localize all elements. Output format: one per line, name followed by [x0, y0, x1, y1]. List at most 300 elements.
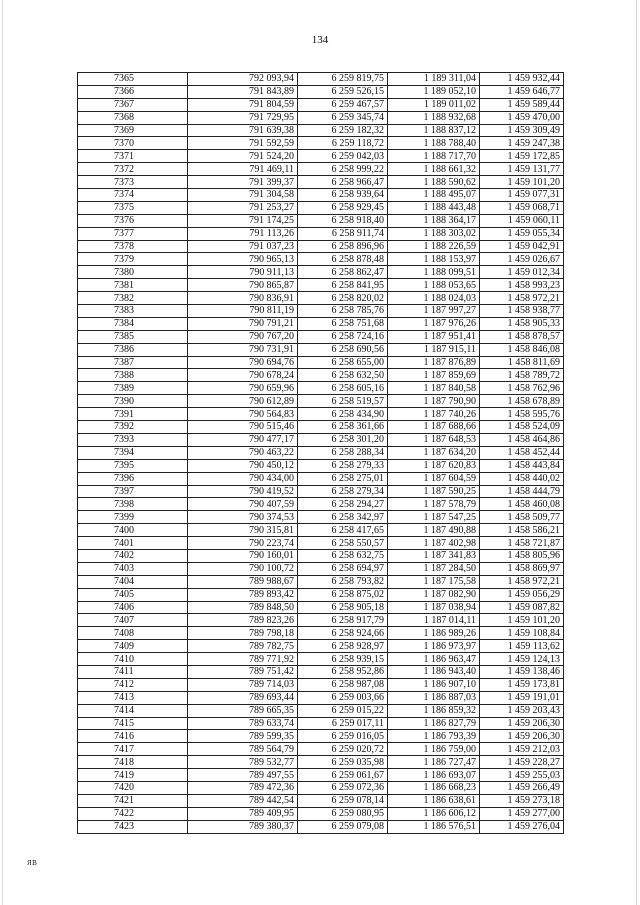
- table-row: [78, 305, 564, 318]
- table-row: [78, 653, 564, 666]
- coordinate-cell: 1 458 972,21: [480, 575, 564, 588]
- coordinate-cell: 1 458 811,69: [480, 356, 564, 369]
- coordinate-cell: 6 258 911,74: [298, 227, 388, 240]
- table-row: [78, 807, 564, 820]
- coordinate-cell: 1 458 443,84: [480, 459, 564, 472]
- coordinate-cell: 6 258 939,64: [298, 189, 388, 202]
- coordinate-cell: 1 187 951,41: [388, 330, 480, 343]
- coordinate-cell: 1 188 099,51: [388, 266, 480, 279]
- coordinate-cell: 789 798,18: [188, 627, 298, 640]
- coordinate-cell: 1 187 648,53: [388, 433, 480, 446]
- table-row: [78, 678, 564, 691]
- coordinate-cell: 6 258 875,02: [298, 588, 388, 601]
- point-number-cell: 7404: [78, 575, 188, 588]
- coordinate-cell: 791 639,38: [188, 124, 298, 137]
- table-row: [78, 266, 564, 279]
- coordinate-cell: 1 459 228,27: [480, 756, 564, 769]
- coordinate-cell: 1 459 273,18: [480, 794, 564, 807]
- coordinate-cell: 791 729,95: [188, 111, 298, 124]
- coordinate-cell: 1 459 108,84: [480, 627, 564, 640]
- coordinate-cell: 790 911,13: [188, 266, 298, 279]
- coordinate-cell: 1 186 943,40: [388, 665, 480, 678]
- coordinate-cell: 1 459 042,91: [480, 240, 564, 253]
- coordinate-cell: 790 374,53: [188, 511, 298, 524]
- point-number-cell: 7419: [78, 769, 188, 782]
- table-row: [78, 137, 564, 150]
- point-number-cell: 7369: [78, 124, 188, 137]
- table-row: [78, 279, 564, 292]
- coordinate-cell: 6 258 896,96: [298, 240, 388, 253]
- table-row: [78, 511, 564, 524]
- coordinate-cell: 1 186 759,00: [388, 743, 480, 756]
- coordinate-cell: 789 633,74: [188, 717, 298, 730]
- table-row: [78, 433, 564, 446]
- point-number-cell: 7398: [78, 498, 188, 511]
- coordinate-cell: 1 458 789,72: [480, 369, 564, 382]
- point-number-cell: 7381: [78, 279, 188, 292]
- coordinate-cell: 1 188 661,32: [388, 163, 480, 176]
- table-row: [78, 614, 564, 627]
- coordinate-cell: 1 187 790,90: [388, 395, 480, 408]
- table-row: [78, 201, 564, 214]
- table-row: [78, 446, 564, 459]
- coordinate-cell: 1 459 101,20: [480, 614, 564, 627]
- coordinate-cell: 1 459 138,46: [480, 665, 564, 678]
- coordinate-cell: 1 187 082,90: [388, 588, 480, 601]
- coordinate-cell: 1 186 963,47: [388, 653, 480, 666]
- coordinate-cell: 1 458 440,02: [480, 472, 564, 485]
- coordinate-cell: 1 459 113,62: [480, 640, 564, 653]
- coordinate-cell: 790 315,81: [188, 524, 298, 537]
- coordinate-cell: 1 459 191,01: [480, 691, 564, 704]
- point-number-cell: 7389: [78, 382, 188, 395]
- point-number-cell: 7367: [78, 98, 188, 111]
- coordinate-cell: 6 259 118,72: [298, 137, 388, 150]
- coordinate-cell: 1 458 444,79: [480, 485, 564, 498]
- coordinate-cell: 791 113,26: [188, 227, 298, 240]
- coordinate-cell: 6 259 182,32: [298, 124, 388, 137]
- point-number-cell: 7386: [78, 343, 188, 356]
- coordinate-cell: 791 174,25: [188, 214, 298, 227]
- coordinate-cell: 1 186 793,39: [388, 730, 480, 743]
- coordinate-cell: 6 258 279,33: [298, 459, 388, 472]
- table-row: [78, 730, 564, 743]
- coordinate-cell: 791 592,59: [188, 137, 298, 150]
- coordinate-cell: 6 258 361,66: [298, 421, 388, 434]
- point-number-cell: 7422: [78, 807, 188, 820]
- coordinate-cell: 1 188 837,12: [388, 124, 480, 137]
- coordinate-cell: 6 258 924,66: [298, 627, 388, 640]
- coordinate-cell: 789 782,75: [188, 640, 298, 653]
- coordinate-cell: 1 189 311,04: [388, 73, 480, 86]
- coordinate-cell: 1 187 997,27: [388, 305, 480, 318]
- coordinate-cell: 6 258 878,48: [298, 253, 388, 266]
- coordinate-cell: 6 258 690,56: [298, 343, 388, 356]
- coordinate-cell: 6 258 550,57: [298, 537, 388, 550]
- coordinate-cell: 1 459 087,82: [480, 601, 564, 614]
- coordinate-cell: 790 811,19: [188, 305, 298, 318]
- coordinate-cell: 1 459 255,03: [480, 769, 564, 782]
- coordinate-cell: 1 458 846,08: [480, 343, 564, 356]
- table-row: [78, 704, 564, 717]
- coordinate-cell: 789 714,03: [188, 678, 298, 691]
- coordinate-cell: 6 259 020,72: [298, 743, 388, 756]
- coordinate-cell: 6 258 294,27: [298, 498, 388, 511]
- coordinate-cell: 1 186 827,79: [388, 717, 480, 730]
- point-number-cell: 7375: [78, 201, 188, 214]
- coordinate-cell: 6 258 841,95: [298, 279, 388, 292]
- table-row: [78, 691, 564, 704]
- coordinate-cell: 791 304,58: [188, 189, 298, 202]
- coordinate-cell: 1 458 464,86: [480, 433, 564, 446]
- point-number-cell: 7407: [78, 614, 188, 627]
- point-number-cell: 7408: [78, 627, 188, 640]
- point-number-cell: 7374: [78, 189, 188, 202]
- coordinate-cell: 6 258 905,18: [298, 601, 388, 614]
- table-row: [78, 240, 564, 253]
- coordinate-cell: 6 258 434,90: [298, 408, 388, 421]
- coordinate-cell: 1 186 638,61: [388, 794, 480, 807]
- coordinate-cell: 791 524,20: [188, 150, 298, 163]
- footer-mark: ЯВ: [27, 859, 38, 867]
- coordinate-cell: 1 187 634,20: [388, 446, 480, 459]
- table-row: [78, 330, 564, 343]
- coordinate-cell: 6 259 345,74: [298, 111, 388, 124]
- coordinate-cell: 789 599,35: [188, 730, 298, 743]
- point-number-cell: 7378: [78, 240, 188, 253]
- coordinate-cell: 790 477,17: [188, 433, 298, 446]
- coordinate-cell: 792 093,94: [188, 73, 298, 86]
- coordinate-cell: 790 865,87: [188, 279, 298, 292]
- coordinate-cell: 6 258 605,16: [298, 382, 388, 395]
- point-number-cell: 7368: [78, 111, 188, 124]
- point-number-cell: 7413: [78, 691, 188, 704]
- point-number-cell: 7391: [78, 408, 188, 421]
- coordinate-cell: 1 458 721,87: [480, 537, 564, 550]
- coordinate-cell: 1 187 976,26: [388, 317, 480, 330]
- point-number-cell: 7410: [78, 653, 188, 666]
- table-row: [78, 369, 564, 382]
- coordinate-cell: 1 187 876,89: [388, 356, 480, 369]
- coordinate-cell: 1 459 247,38: [480, 137, 564, 150]
- coordinate-cell: 1 459 172,85: [480, 150, 564, 163]
- coordinate-cell: 6 258 917,79: [298, 614, 388, 627]
- coordinate-cell: 1 459 646,77: [480, 85, 564, 98]
- coordinate-cell: 6 259 819,75: [298, 73, 388, 86]
- coordinate-cell: 1 459 060,11: [480, 214, 564, 227]
- coordinate-cell: 6 258 275,01: [298, 472, 388, 485]
- table-row: [78, 189, 564, 202]
- coordinate-cell: 1 187 859,69: [388, 369, 480, 382]
- coordinate-cell: 790 463,22: [188, 446, 298, 459]
- coordinate-cell: 6 258 632,50: [298, 369, 388, 382]
- coordinate-cell: 789 380,37: [188, 820, 298, 833]
- coordinate-cell: 1 459 203,43: [480, 704, 564, 717]
- coordinate-cell: 790 731,91: [188, 343, 298, 356]
- table-row: [78, 485, 564, 498]
- coordinate-cell: 791 804,59: [188, 98, 298, 111]
- coordinate-cell: 1 187 740,26: [388, 408, 480, 421]
- coordinate-cell: 1 459 206,30: [480, 730, 564, 743]
- coordinate-cell: 789 893,42: [188, 588, 298, 601]
- coordinate-cell: 6 258 632,75: [298, 549, 388, 562]
- point-number-cell: 7373: [78, 176, 188, 189]
- point-number-cell: 7392: [78, 421, 188, 434]
- coordinate-cell: 1 188 717,70: [388, 150, 480, 163]
- table-row: [78, 549, 564, 562]
- point-number-cell: 7412: [78, 678, 188, 691]
- point-number-cell: 7376: [78, 214, 188, 227]
- coordinate-cell: 1 459 124,13: [480, 653, 564, 666]
- table-row: [78, 292, 564, 305]
- coordinate-cell: 1 459 932,44: [480, 73, 564, 86]
- point-number-cell: 7370: [78, 137, 188, 150]
- coordinate-cell: 6 258 751,68: [298, 317, 388, 330]
- coordinate-cell: 1 458 805,96: [480, 549, 564, 562]
- table-row: [78, 665, 564, 678]
- point-number-cell: 7399: [78, 511, 188, 524]
- coordinate-cell: 6 259 017,11: [298, 717, 388, 730]
- coordinate-cell: 790 612,89: [188, 395, 298, 408]
- table-row: [78, 214, 564, 227]
- coordinate-cell: 789 665,35: [188, 704, 298, 717]
- point-number-cell: 7400: [78, 524, 188, 537]
- point-number-cell: 7397: [78, 485, 188, 498]
- coordinate-cell: 6 259 080,95: [298, 807, 388, 820]
- point-number-cell: 7372: [78, 163, 188, 176]
- coordinate-cell: 1 459 131,77: [480, 163, 564, 176]
- table-row: [78, 150, 564, 163]
- coordinate-cell: 1 186 606,12: [388, 807, 480, 820]
- table-row: [78, 163, 564, 176]
- coordinate-cell: 1 459 026,67: [480, 253, 564, 266]
- coordinate-cell: 6 259 072,36: [298, 781, 388, 794]
- coordinate-cell: 1 459 276,04: [480, 820, 564, 833]
- table-row: [78, 756, 564, 769]
- coordinate-cell: 1 459 266,49: [480, 781, 564, 794]
- table-row: [78, 459, 564, 472]
- coordinate-cell: 6 259 467,57: [298, 98, 388, 111]
- table-row: [78, 820, 564, 833]
- table-row: [78, 85, 564, 98]
- coordinate-cell: 791 037,23: [188, 240, 298, 253]
- coordinate-cell: 1 187 014,11: [388, 614, 480, 627]
- table-row: [78, 124, 564, 137]
- scan-edge-right: [636, 0, 637, 905]
- point-number-cell: 7417: [78, 743, 188, 756]
- coordinate-cell: 789 848,50: [188, 601, 298, 614]
- coordinate-cell: 790 659,96: [188, 382, 298, 395]
- page-number: 134: [311, 34, 329, 46]
- coordinate-cell: 1 186 859,32: [388, 704, 480, 717]
- coordinate-cell: 790 160,01: [188, 549, 298, 562]
- table-row: [78, 562, 564, 575]
- point-number-cell: 7421: [78, 794, 188, 807]
- table-row: [78, 253, 564, 266]
- coordinate-cell: 1 187 038,94: [388, 601, 480, 614]
- table-row: [78, 781, 564, 794]
- coordinate-cell: 1 186 727,47: [388, 756, 480, 769]
- coordinate-cell: 790 564,83: [188, 408, 298, 421]
- coordinate-cell: 1 188 226,59: [388, 240, 480, 253]
- coordinate-cell: 1 186 887,03: [388, 691, 480, 704]
- point-number-cell: 7403: [78, 562, 188, 575]
- coordinate-cell: 1 187 578,79: [388, 498, 480, 511]
- table-row: [78, 717, 564, 730]
- point-number-cell: 7395: [78, 459, 188, 472]
- table-row: [78, 176, 564, 189]
- coordinate-cell: 1 458 993,23: [480, 279, 564, 292]
- table-row: [78, 111, 564, 124]
- coordinate-cell: 6 259 079,08: [298, 820, 388, 833]
- coordinate-cell: 1 458 869,97: [480, 562, 564, 575]
- coordinate-cell: 789 564,79: [188, 743, 298, 756]
- coordinate-cell: 6 258 724,16: [298, 330, 388, 343]
- point-number-cell: 7401: [78, 537, 188, 550]
- coordinate-cell: 790 450,12: [188, 459, 298, 472]
- coordinate-cell: 1 187 604,59: [388, 472, 480, 485]
- coordinate-cell: 790 407,59: [188, 498, 298, 511]
- coordinate-cell: 6 258 939,15: [298, 653, 388, 666]
- point-number-cell: 7382: [78, 292, 188, 305]
- coordinate-cell: 1 186 973,97: [388, 640, 480, 653]
- coordinate-cell: 790 419,52: [188, 485, 298, 498]
- point-number-cell: 7366: [78, 85, 188, 98]
- coordinate-cell: 790 791,21: [188, 317, 298, 330]
- coordinate-cell: 1 187 840,58: [388, 382, 480, 395]
- coordinate-cell: 1 186 907,10: [388, 678, 480, 691]
- point-number-cell: 7405: [78, 588, 188, 601]
- coordinate-cell: 1 188 590,62: [388, 176, 480, 189]
- coordinate-cell: 1 188 788,40: [388, 137, 480, 150]
- coordinate-cell: 1 458 972,21: [480, 292, 564, 305]
- coordinate-cell: 1 189 052,10: [388, 85, 480, 98]
- coordinate-cell: 789 771,92: [188, 653, 298, 666]
- table-row: [78, 317, 564, 330]
- table-row: [78, 588, 564, 601]
- coordinate-cell: 6 258 929,45: [298, 201, 388, 214]
- point-number-cell: 7396: [78, 472, 188, 485]
- coordinate-cell: 1 458 524,09: [480, 421, 564, 434]
- point-number-cell: 7371: [78, 150, 188, 163]
- coordinate-cell: 1 459 470,00: [480, 111, 564, 124]
- table-row: [78, 227, 564, 240]
- coordinate-cell: 6 258 820,02: [298, 292, 388, 305]
- coordinate-cell: 1 458 460,08: [480, 498, 564, 511]
- coordinate-cell: 1 459 056,29: [480, 588, 564, 601]
- coordinate-cell: 790 965,13: [188, 253, 298, 266]
- table-row: [78, 421, 564, 434]
- coordinate-cell: 1 458 586,21: [480, 524, 564, 537]
- point-number-cell: 7385: [78, 330, 188, 343]
- coordinate-cell: 6 259 015,22: [298, 704, 388, 717]
- coordinate-cell: 1 458 678,89: [480, 395, 564, 408]
- coordinate-cell: 1 187 688,66: [388, 421, 480, 434]
- table-row: [78, 524, 564, 537]
- point-number-cell: 7380: [78, 266, 188, 279]
- point-number-cell: 7402: [78, 549, 188, 562]
- table-row: [78, 743, 564, 756]
- point-number-cell: 7409: [78, 640, 188, 653]
- point-number-cell: 7384: [78, 317, 188, 330]
- coordinate-cell: 1 187 590,25: [388, 485, 480, 498]
- coordinate-cell: 6 258 655,00: [298, 356, 388, 369]
- coordinate-cell: 1 459 212,03: [480, 743, 564, 756]
- coordinate-cell: 1 458 595,76: [480, 408, 564, 421]
- point-number-cell: 7383: [78, 305, 188, 318]
- point-number-cell: 7418: [78, 756, 188, 769]
- table-row: [78, 640, 564, 653]
- coordinate-cell: 6 259 042,03: [298, 150, 388, 163]
- coordinate-cell: 791 469,11: [188, 163, 298, 176]
- point-number-cell: 7387: [78, 356, 188, 369]
- point-number-cell: 7394: [78, 446, 188, 459]
- point-number-cell: 7414: [78, 704, 188, 717]
- coordinate-cell: 1 187 175,58: [388, 575, 480, 588]
- coordinate-cell: 790 515,46: [188, 421, 298, 434]
- coordinate-cell: 1 458 905,33: [480, 317, 564, 330]
- coordinate-cell: 1 187 284,50: [388, 562, 480, 575]
- coordinate-cell: 6 258 862,47: [298, 266, 388, 279]
- table-row: [78, 408, 564, 421]
- coordinate-cell: 1 189 011,02: [388, 98, 480, 111]
- coordinate-cell: 6 258 417,65: [298, 524, 388, 537]
- coordinate-cell: 790 836,91: [188, 292, 298, 305]
- table-row: [78, 472, 564, 485]
- coordinate-cell: 1 188 153,97: [388, 253, 480, 266]
- coordinate-cell: 1 459 068,71: [480, 201, 564, 214]
- table-row: [78, 343, 564, 356]
- scan-edge-left: [2, 0, 3, 905]
- point-number-cell: 7423: [78, 820, 188, 833]
- coordinate-cell: 6 258 694,97: [298, 562, 388, 575]
- coordinate-cell: 6 259 061,67: [298, 769, 388, 782]
- coordinate-cell: 6 258 288,34: [298, 446, 388, 459]
- coordinate-cell: 789 442,54: [188, 794, 298, 807]
- coordinate-cell: 789 751,42: [188, 665, 298, 678]
- coordinate-cell: 1 459 309,49: [480, 124, 564, 137]
- coordinate-cell: 6 258 966,47: [298, 176, 388, 189]
- point-number-cell: 7390: [78, 395, 188, 408]
- coordinate-cell: 1 186 989,26: [388, 627, 480, 640]
- table-row: [78, 98, 564, 111]
- coordinate-cell: 1 458 878,57: [480, 330, 564, 343]
- coordinate-cell: 790 678,24: [188, 369, 298, 382]
- coordinate-cell: 790 100,72: [188, 562, 298, 575]
- table-row: [78, 356, 564, 369]
- coordinate-cell: 789 532,77: [188, 756, 298, 769]
- coordinate-cell: 1 459 589,44: [480, 98, 564, 111]
- coordinate-cell: 1 187 490,88: [388, 524, 480, 537]
- coordinate-cell: 1 459 077,31: [480, 189, 564, 202]
- point-number-cell: 7388: [78, 369, 188, 382]
- table-row: [78, 769, 564, 782]
- coordinate-cell: 789 823,26: [188, 614, 298, 627]
- coordinate-cell: 6 258 999,22: [298, 163, 388, 176]
- coordinate-cell: 1 458 452,44: [480, 446, 564, 459]
- coordinate-cell: 789 988,67: [188, 575, 298, 588]
- coordinate-cell: 6 258 987,08: [298, 678, 388, 691]
- coordinate-cell: 789 693,44: [188, 691, 298, 704]
- table-row: [78, 575, 564, 588]
- coordinate-cell: 790 223,74: [188, 537, 298, 550]
- coordinate-cell: 6 258 793,82: [298, 575, 388, 588]
- coordinates-table: [77, 72, 564, 834]
- coordinate-cell: 1 458 762,96: [480, 382, 564, 395]
- coordinate-cell: 6 258 519,57: [298, 395, 388, 408]
- point-number-cell: 7411: [78, 665, 188, 678]
- coordinate-cell: 6 258 785,76: [298, 305, 388, 318]
